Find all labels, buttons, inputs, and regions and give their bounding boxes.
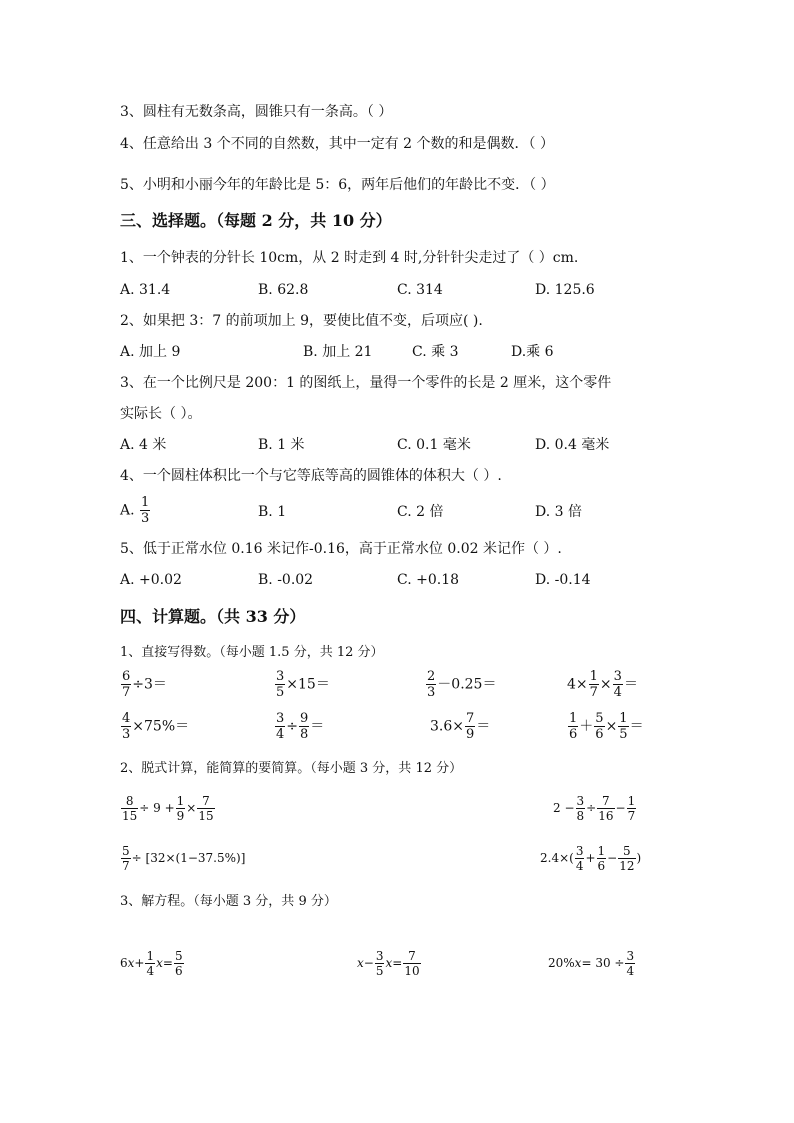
choice-q4-a-label: A. — [120, 502, 135, 519]
choice-q1-d: D. 125.6 — [535, 282, 595, 298]
choice-q5-c: C. +0.18 — [397, 572, 460, 588]
judge-item-5: 5、小明和小丽今年的年龄比是 5：6，两年后他们的年龄比不变．（ ） — [120, 177, 555, 193]
direct-item-4: 4× $\frac{1}{7}$ × $\frac{3}{4}$ ＝ — [567, 669, 638, 700]
direct-item-5: $\frac{4}{3}$ ×75%＝ — [122, 711, 190, 742]
choice-q5-a: A. +0.02 — [120, 572, 182, 588]
choice-q4-a — [120, 496, 151, 525]
choice-q1: 1、一个钟表的分针长 10cm，从 2 时走到 4 时,分针针尖走过了（ ）cm. — [120, 250, 579, 266]
direct-item-7: 3.6× $\frac{7}{9}$ ＝ — [430, 711, 491, 742]
step-calc-1: $\frac{8}{15}$ ÷ 9 + $\frac{1}{9}$ × $\frac{7}{15}$ — [122, 794, 214, 823]
choice-q4-c: C. 2 倍 — [397, 504, 444, 520]
step-calc-4: 2.4×( $\frac{3}{4}$ + $\frac{1}{6}$ − $\frac{5}{12}$ ) — [540, 844, 642, 873]
choice-q2-c: C. 乘 3 — [412, 344, 459, 360]
choice-q1-c: C. 314 — [397, 282, 443, 298]
choice-q3-d: D. 0.4 毫米 — [535, 437, 610, 453]
equation-2: x− $\frac{3}{5}$ x= $\frac{7}{10}$ — [357, 949, 420, 978]
direct-item-1: $\frac{6}{7}$ ÷3＝ — [122, 669, 167, 700]
choice-q3-b: B. 1 米 — [258, 437, 305, 453]
choice-q3-c: C. 0.1 毫米 — [397, 437, 471, 453]
direct-item-6: $\frac{3}{4}$ ÷ $\frac{9}{8}$ ＝ — [276, 711, 325, 742]
direct-item-8: $\frac{1}{6}$ ＋ $\frac{5}{6}$ × $\frac{1}{5}$ ＝ — [569, 711, 644, 742]
section-title-calc: 四、计算题。（共 33 分） — [120, 607, 306, 626]
choice-q2-d: D.乘 6 — [511, 344, 554, 360]
equation-1: 6x+ $\frac{1}{4}$ x= $\frac{5}{6}$ — [120, 949, 183, 978]
choice-q1-b: B. 62.8 — [258, 282, 309, 298]
section-title-choice: 三、选择题。（每题 2 分，共 10 分） — [120, 211, 392, 230]
direct-item-3: $\frac{2}{3}$ －0.25＝ — [427, 669, 497, 700]
step-calc-2: 2 − $\frac{3}{8}$ ÷ $\frac{7}{16}$ − $\frac{1}{7}$ — [553, 794, 636, 823]
judge-item-4: 4、任意给出 3 个不同的自然数，其中一定有 2 个数的和是偶数．（ ） — [120, 136, 554, 152]
fraction: $\frac{1}{3}$ — [141, 495, 150, 526]
choice-q5-b: B. -0.02 — [258, 572, 314, 588]
choice-q5-d: D. -0.14 — [535, 572, 591, 588]
choice-q3-cont: 实际长（ ）。 — [120, 406, 202, 422]
direct-item-2: $\frac{3}{5}$ ×15＝ — [276, 669, 330, 700]
choice-q2: 2、如果把 3：7 的前项加上 9，要使比值不变，后项应( ). — [120, 313, 483, 329]
choice-q3-a: A. 4 米 — [120, 437, 167, 453]
choice-q2-a: A. 加上 9 — [120, 344, 181, 360]
choice-q4: 4、一个圆柱体积比一个与它等底等高的圆锥体的体积大（ ）. — [120, 468, 502, 484]
step-calc-3: $\frac{5}{7}$ ÷ [32×(1−37.5%)] — [122, 844, 246, 873]
choice-q3: 3、在一个比例尺是 200：1 的图纸上，量得一个零件的长是 2 厘米，这个零件 — [120, 375, 612, 391]
choice-q2-b: B. 加上 21 — [303, 344, 373, 360]
calc-part-1: 1、直接写得数。（每小题 1.5 分，共 12 分） — [120, 645, 384, 660]
calc-part-3: 3、解方程。（每小题 3 分，共 9 分） — [120, 894, 337, 909]
calc-part-2: 2、脱式计算，能简算的要简算。（每小题 3 分，共 12 分） — [120, 761, 463, 776]
choice-q4-d: D. 3 倍 — [535, 504, 582, 520]
choice-q1-a: A. 31.4 — [120, 282, 171, 298]
equation-3: 20%x= 30 ÷ $\frac{3}{4}$ — [548, 949, 635, 978]
choice-q5: 5、低于正常水位 0.16 米记作-0.16，高于正常水位 0.02 米记作（ ）. — [120, 541, 562, 557]
judge-item-3: 3、圆柱有无数条高，圆锥只有一条高。（ ） — [120, 104, 393, 120]
choice-q4-b: B. 1 — [258, 504, 287, 520]
